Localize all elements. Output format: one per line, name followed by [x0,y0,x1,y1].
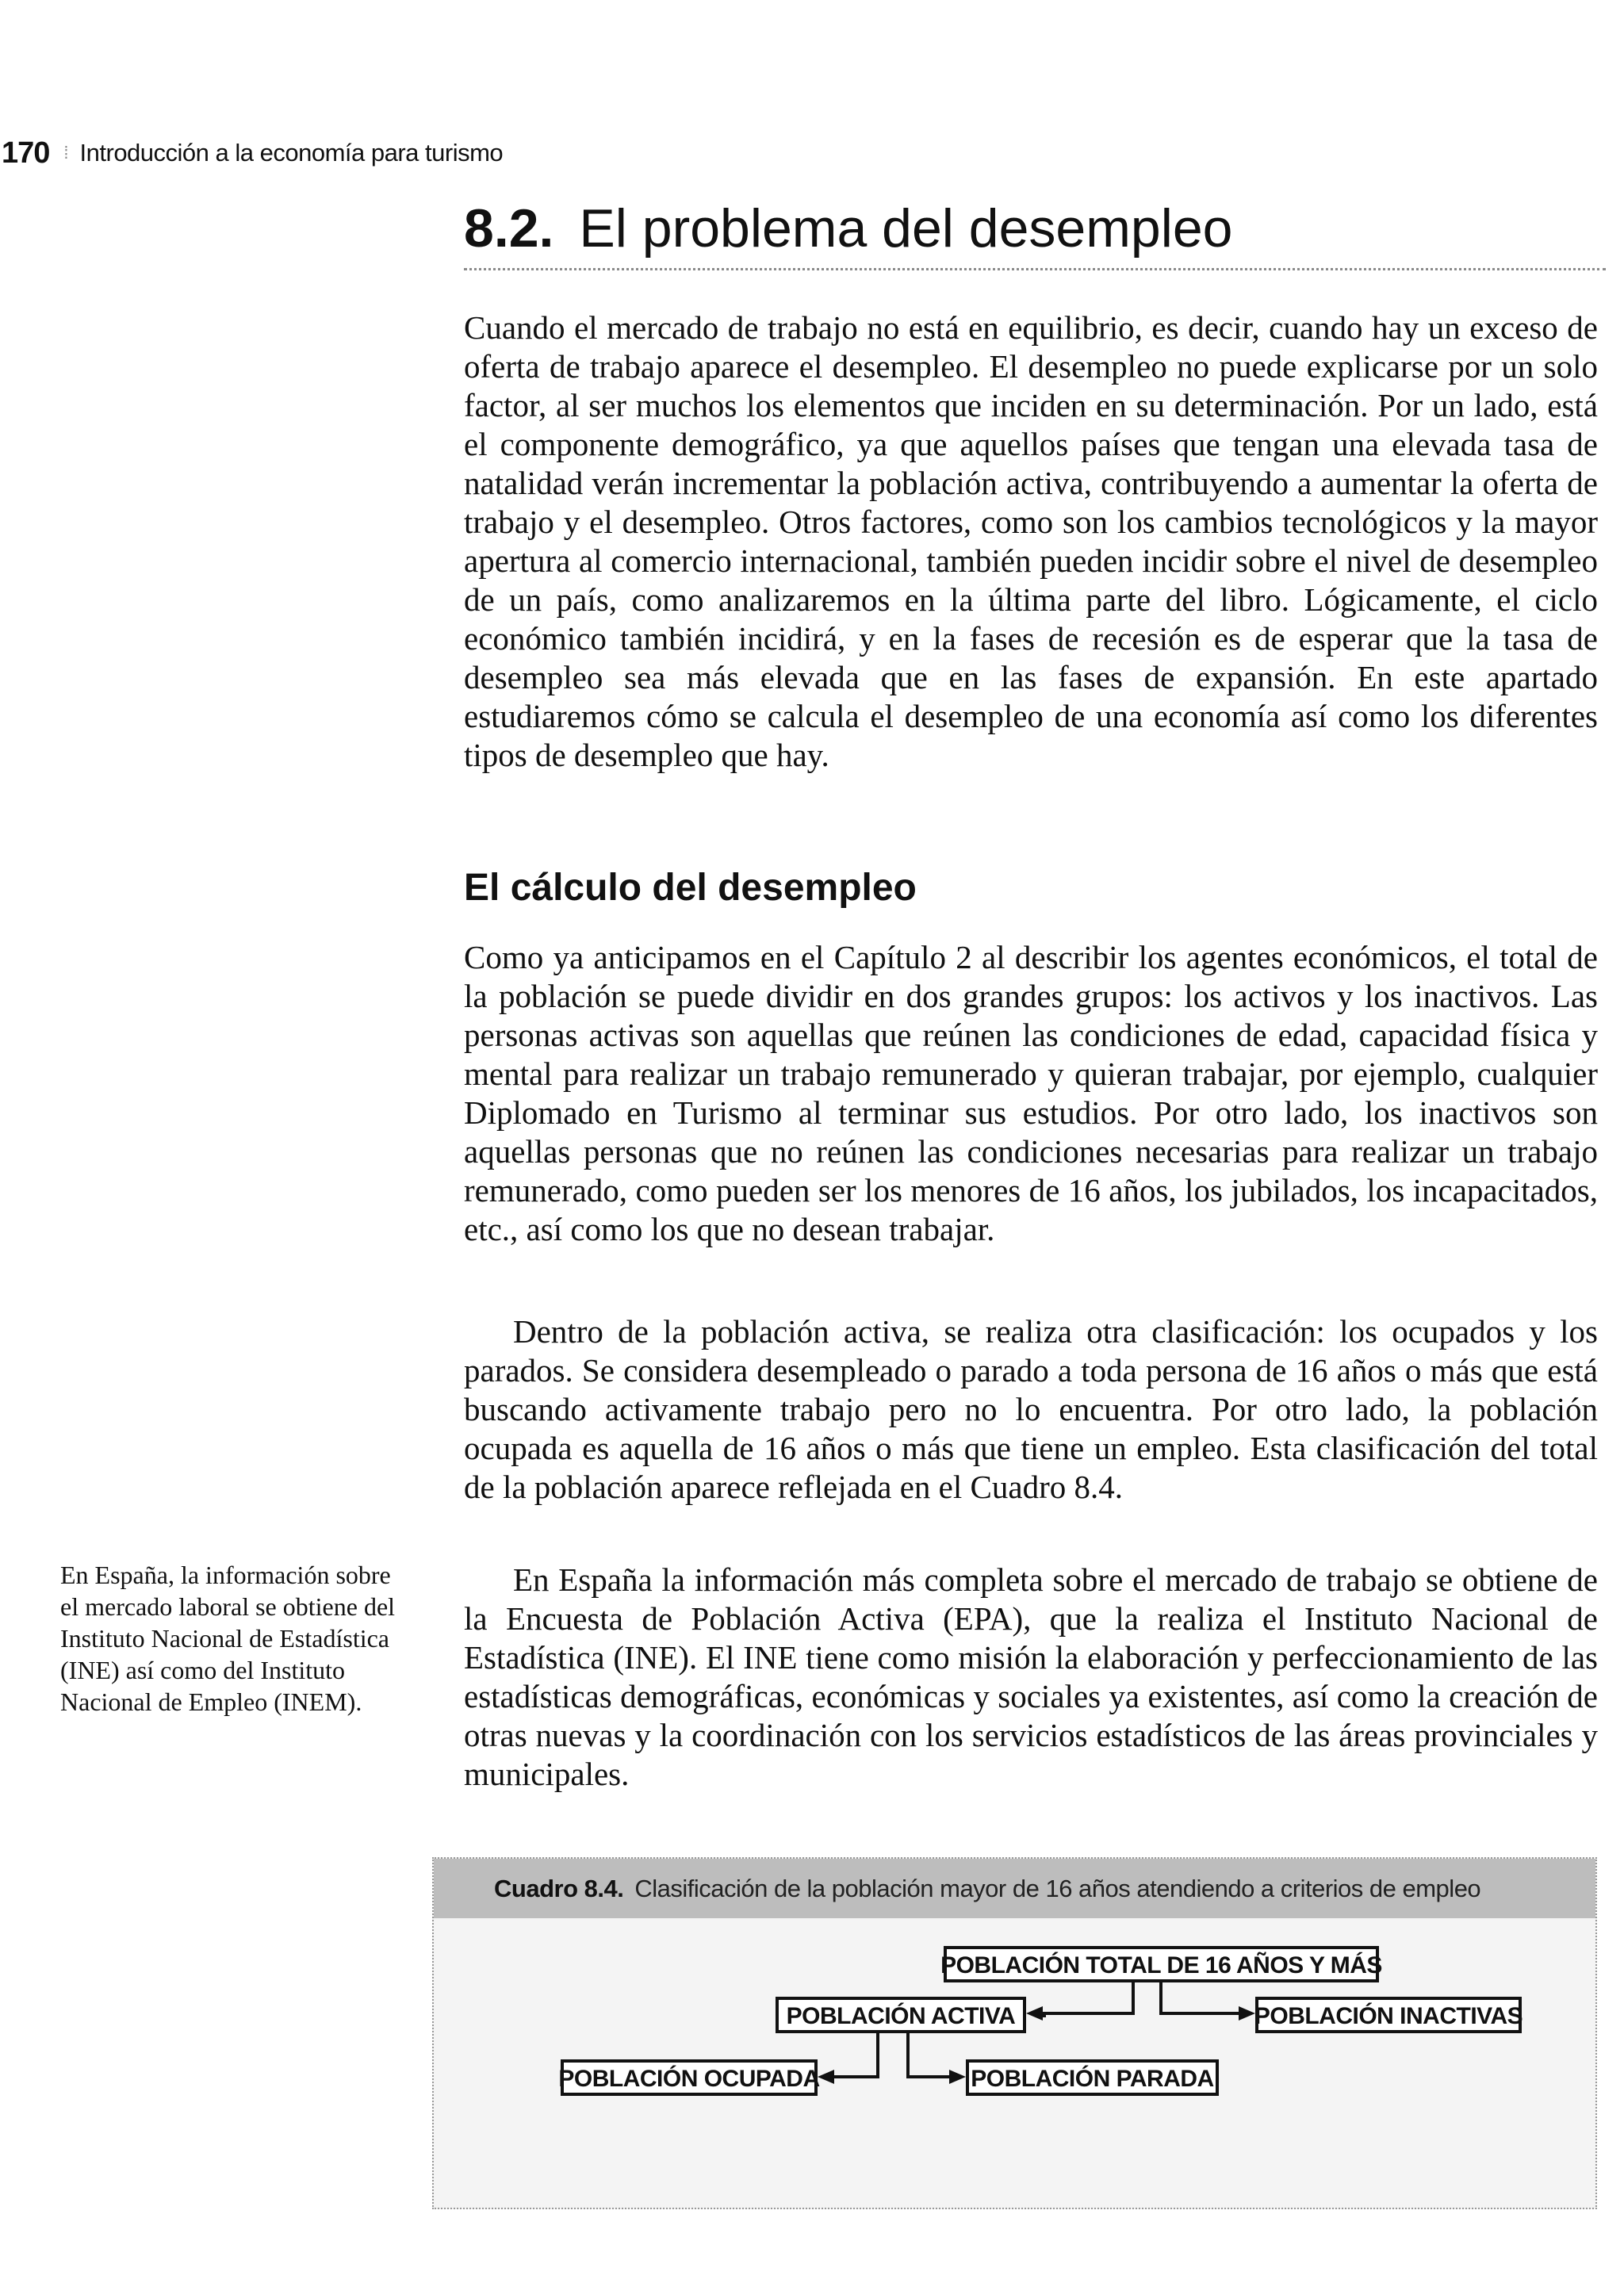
connector-total-to-activa [1044,1979,1133,2017]
margin-note: En España, la información sobre el mercado laboral se obtiene del Instituto Nacional de Estadística (INE) así como del Instituto Nacional de Empleo (INEM). [60,1561,396,1716]
node-poblacion-total [940,1948,1382,1981]
arrow-head [949,2070,966,2084]
paragraph-definitions [464,938,1598,1249]
paragraph-text: Cuando el mercado de trabajo no está en equilibrio, es decir, cuando hay un exceso de oferta de trabajo aparece el desempleo. El desempleo no puede explicarse por un solo factor, al ser muchos los elementos que inciden en su determinación. Por un lado, está el componente demográfico, ya que aquellos países que tengan una elevada tasa de natalidad verán incrementar la población activa, contribuyendo a aumentar la oferta de trabajo y el desempleo. Otros factores, como son los cambios tecnológicos y la mayor apertura al comercio internacional, también pueden incidir sobre el nivel de desempleo de un país, como analizaremos en la última parte del libro. Lógicamente, el ciclo económico también incidirá, y en la fases de recesión es de esperar que la tasa de desempleo sea más elevada que en las fases de expansión. En este apartado estudiaremos cómo se calcula el desempleo de una economía así como los diferentes tipos de desempleo que hay. [464,309,1598,773]
paragraph-classification [464,1312,1598,1507]
node-label: POBLACIÓN ACTIVA [786,2003,1016,2029]
table-caption-label: Cuadro 8.4. [494,1875,624,1902]
node-label: POBLACIÓN INACTIVAS [1254,2003,1523,2029]
paragraph-intro [464,308,1598,775]
table-caption-text: Clasificación de la población mayor de 16 años atendiendo a criterios de empleo [634,1875,1481,1902]
arrow-head [818,2070,834,2084]
node-poblacion-ocupada [558,2061,819,2094]
population-diagram [434,1859,1595,2208]
arrow-head [1239,2006,1255,2021]
running-header [0,133,952,173]
arrow-head [1026,2006,1043,2021]
connector-activa-to-parada [908,2033,953,2077]
paragraph-epa [464,1561,1598,1794]
node-label: POBLACIÓN PARADA [971,2066,1214,2092]
heading-rule [464,268,1606,270]
header-separator: ⁞ [63,143,69,163]
connector-activa-to-ocupada [830,2033,878,2077]
section-title: El problema del desempleo [579,198,1233,259]
table-cuadro-8-4 [432,1857,1597,2209]
node-poblacion-parada [967,2061,1217,2094]
node-poblacion-inactivas [1254,1998,1522,2032]
node-poblacion-activa [777,1998,1025,2032]
subheading: El cálculo del desempleo [464,867,917,909]
book-title: Introducción a la economía para turismo [79,139,504,167]
paragraph-text: Dentro de la población activa, se realiza otra clasificación: los ocupados y los parados. Se considera desempleado o parado a toda persona de 16 años o más que está buscando activamente trabajo pero no lo encuentra. Por otro lado, la población ocupada es aquella de 16 años o más que tiene un empleo. Esta clasificación del total de la población aparece reflejada en el Cuadro 8.4. [464,1313,1598,1505]
section-number: 8.2. [464,198,554,259]
paragraph-text: En España la información más completa sobre el mercado de trabajo se obtiene de la Encuesta de Población Activa (EPA), que la realiza el Instituto Nacional de Estadística (INE). El INE tiene como misión la elaboración y perfeccionamiento de las estadísticas demográficas, económicas y sociales ya existentes, así como la creación de otras nuevas y la coordinación con los servicios estadísticos de las áreas provinciales y municipales. [464,1561,1598,1792]
paragraph-text: Como ya anticipamos en el Capítulo 2 al describir los agentes económicos, el total de la población se puede dividir en dos grandes grupos: los activos y los inactivos. Las personas activas son aquellas que reúnen las condiciones de edad, capacidad física y mental para realizar un trabajo remunerado y quieran trabajar, por ejemplo, cualquier Diplomado en Turismo al terminar sus estudios. Por otro lado, los inactivos son aquellas personas que no reúnen las condiciones necesarias para realizar un trabajo remunerado, como pueden ser los menores de 16 años, los jubilados, los incapacitados, etc., así como los que no desean trabajar. [464,939,1598,1247]
connector-total-to-inactivas [1161,1979,1243,2013]
node-label: POBLACIÓN TOTAL DE 16 AÑOS Y MÁS [940,1952,1382,1978]
node-label: POBLACIÓN OCUPADA [558,2066,820,2092]
page-number: 170 [2,136,50,170]
section-heading [464,197,1606,260]
